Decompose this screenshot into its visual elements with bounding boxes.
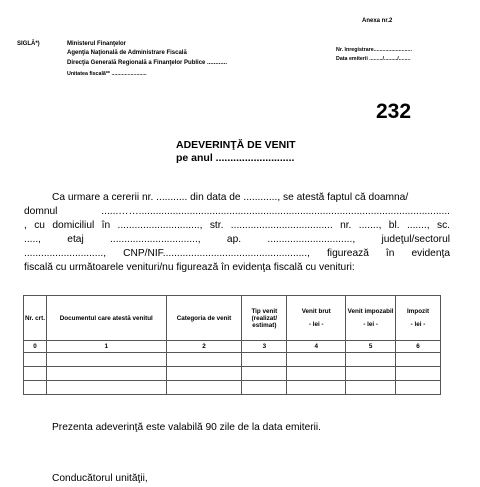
table-cell[interactable] (166, 367, 242, 381)
issuer-agency: Agenţia Naţională de Administrare Fiscală (67, 50, 187, 56)
table-cell[interactable] (346, 381, 396, 395)
registration-number: Nr. înregistrare.......................... (336, 47, 412, 53)
header-taxable-income: Venit impozabil - lei - (346, 296, 396, 341)
issuer-directorate: Direcţia Generală Regională a Finanţelor Publice ............ (67, 60, 228, 66)
unit-label: - lei - (410, 321, 426, 328)
table-cell[interactable] (166, 353, 242, 367)
document-title: ADEVERINŢĂ DE VENIT (176, 139, 296, 151)
document-subtitle: pe anul ........................... (176, 152, 295, 164)
header-income-type: Tip venit (realizat/ estimat) (242, 296, 287, 341)
index-cell: 1 (46, 341, 166, 353)
header-nr: Nr. crt. (24, 296, 47, 341)
index-cell: 0 (24, 341, 47, 353)
body-line-2: domnul ......…….............................................................................................................. (24, 206, 450, 217)
table-cell[interactable] (46, 367, 166, 381)
table-cell[interactable] (242, 367, 287, 381)
table-cell[interactable] (24, 381, 47, 395)
index-cell: 6 (396, 341, 441, 353)
header-document: Documentul care atestă venitul (46, 296, 166, 341)
body-line-1: Ca urmare a cererii nr. ........... din data de ............, se atestă faptul că doamna/ (52, 192, 409, 203)
form-code: 232 (376, 100, 412, 123)
table-cell[interactable] (396, 381, 441, 395)
table-cell[interactable] (46, 381, 166, 395)
header-gross-income: Venit brut - lei - (287, 296, 346, 341)
table-cell[interactable] (46, 353, 166, 367)
table-cell[interactable] (166, 381, 242, 395)
table-row (24, 367, 441, 381)
table-cell[interactable] (287, 353, 346, 367)
table-cell[interactable] (287, 381, 346, 395)
issue-date: Data emiterii ........./........./........ (336, 56, 411, 62)
body-line-3: , cu domiciliul în ............................., str. .................................... nr. ......., bl. ......., sc. (24, 220, 450, 231)
annex-label: Anexa nr.2 (362, 18, 393, 24)
index-cell: 3 (242, 341, 287, 353)
table-cell[interactable] (242, 381, 287, 395)
table-cell[interactable] (396, 353, 441, 367)
table-cell[interactable] (346, 353, 396, 367)
table-cell[interactable] (396, 367, 441, 381)
body-line-6: fiscală cu următoarele venituri/nu figurează în evidenţa fiscală cu venituri: (24, 262, 355, 273)
table-cell[interactable] (242, 353, 287, 367)
index-cell: 4 (287, 341, 346, 353)
table-cell[interactable] (24, 353, 47, 367)
table-row (24, 353, 441, 367)
issuer-fiscal-unit: Unitatea fiscală** ........................ (67, 71, 147, 77)
table-row (24, 381, 441, 395)
body-line-5: ............................, CNP/NIF..................................................., figurează în evidenţa (24, 248, 450, 259)
unit-label: - lei - (308, 321, 324, 328)
income-table (23, 295, 441, 395)
index-cell: 2 (166, 341, 242, 353)
validity-statement: Prezenta adeverinţă este valabilă 90 zile de la data emiterii. (52, 422, 321, 433)
issuer-ministry: Ministerul Finanţelor (67, 41, 127, 47)
signature-label: Conducătorul unităţii, (52, 473, 148, 484)
table-cell[interactable] (24, 367, 47, 381)
table-cell[interactable] (346, 367, 396, 381)
table-cell[interactable] (287, 367, 346, 381)
table-index-row (24, 341, 441, 353)
index-cell: 5 (346, 341, 396, 353)
header-tax: Impozit - lei - (396, 296, 441, 341)
body-line-4: ....., etaj ..............................., ap. .............................., judeţul/sectorul (24, 234, 450, 245)
unit-label: - lei - (363, 321, 378, 328)
logo-label: SIGLĂ*) (17, 41, 40, 47)
table-header-row (24, 296, 441, 341)
header-category: Categoria de venit (166, 296, 242, 341)
